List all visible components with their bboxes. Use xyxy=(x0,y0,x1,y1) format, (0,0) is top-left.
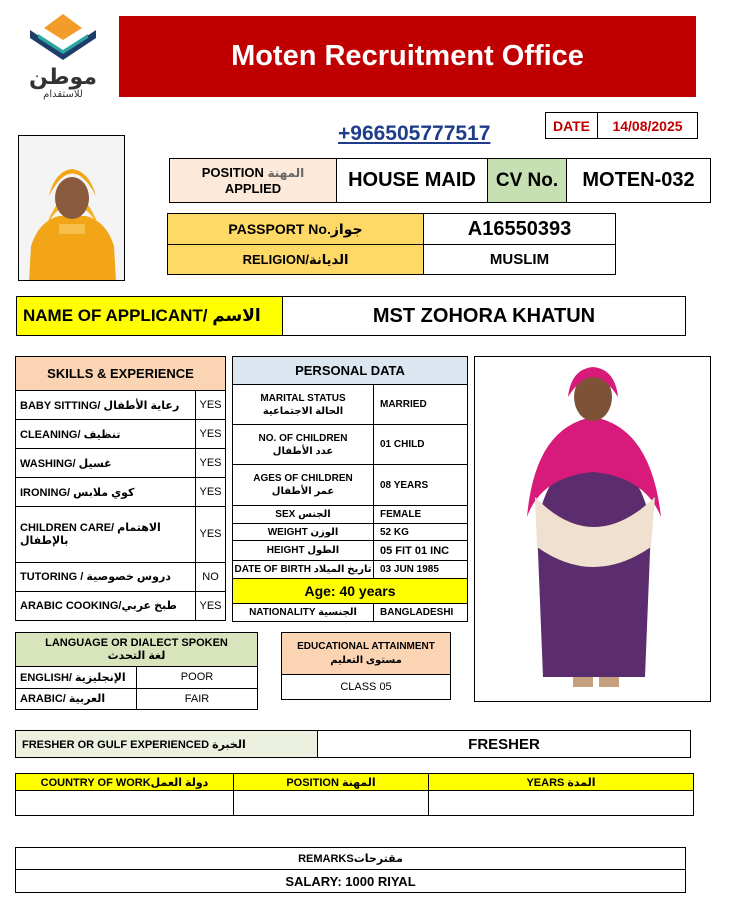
language-value: FAIR xyxy=(137,688,258,710)
applicant-full-body-photo xyxy=(474,356,711,702)
skill-value: YES xyxy=(196,449,226,478)
position-value: HOUSE MAID xyxy=(337,159,488,203)
skill-value: YES xyxy=(196,391,226,420)
date-box xyxy=(545,112,698,139)
children-value: 01 CHILD xyxy=(374,425,468,465)
height-label: HEIGHT الطول xyxy=(233,541,374,560)
sex-label: SEX الجنس xyxy=(233,505,374,523)
cv-value: MOTEN-032 xyxy=(567,159,711,203)
skill-label: TUTORING / دروس خصوصية xyxy=(16,562,196,591)
work-cell xyxy=(16,791,234,816)
language-title: LANGUAGE OR DIALECT SPOKEN لغة التحدث xyxy=(16,633,258,667)
work-cell xyxy=(429,791,694,816)
language-label: ENGLISH/ الإنجليزية xyxy=(16,667,137,689)
experience-label: FRESHER OR GULF EXPERIENCED الخبرة xyxy=(16,731,318,758)
experience-table xyxy=(15,730,691,758)
logo-mark-icon xyxy=(24,12,102,62)
company-logo xyxy=(24,12,102,102)
skill-label: BABY SITTING/ رعاية الأطفال xyxy=(16,391,196,420)
skill-value: YES xyxy=(196,507,226,563)
skill-value: YES xyxy=(196,420,226,449)
dob-value: 03 JUN 1985 xyxy=(374,560,468,578)
religion-label: RELIGION/الديانة xyxy=(168,245,424,275)
religion-value: MUSLIM xyxy=(424,245,616,275)
phone-number[interactable]: +966505777517 xyxy=(338,122,491,145)
skill-row xyxy=(16,507,226,563)
personal-data-table xyxy=(232,356,468,622)
work-col-position: POSITION المهنة xyxy=(234,774,429,791)
skill-row xyxy=(16,449,226,478)
position-label-en2: APPLIED xyxy=(224,180,282,196)
weight-label: WEIGHT الوزن xyxy=(233,523,374,541)
applicant-name-value: MST ZOHORA KHATUN xyxy=(283,297,686,336)
date-label: DATE xyxy=(546,113,598,139)
weight-value: 52 KG xyxy=(374,523,468,541)
skill-value: YES xyxy=(196,478,226,507)
portrait-icon xyxy=(19,136,125,281)
cv-label: CV No. xyxy=(488,159,567,203)
skills-title: SKILLS & EXPERIENCE xyxy=(16,357,226,391)
skill-row xyxy=(16,420,226,449)
height-value: 05 FIT 01 INC xyxy=(374,541,468,560)
nationality-value: BANGLADESHI xyxy=(374,604,468,622)
work-col-years: YEARS المدة xyxy=(429,774,694,791)
ages-value: 08 YEARS xyxy=(374,465,468,505)
experience-value: FRESHER xyxy=(318,731,691,758)
full-body-icon xyxy=(475,357,711,702)
personal-data-title: PERSONAL DATA xyxy=(233,357,468,385)
skill-label: CLEANING/ تنظيف xyxy=(16,420,196,449)
skill-label: WASHING/ غسيل xyxy=(16,449,196,478)
skill-label: CHILDREN CARE/ الاهتمام بالإطفال xyxy=(16,507,196,563)
skill-value: NO xyxy=(196,562,226,591)
skill-row xyxy=(16,562,226,591)
ages-label: AGES OF CHILDREN عمر الأطفال xyxy=(233,465,374,505)
education-value: CLASS 05 xyxy=(282,675,451,700)
position-table xyxy=(169,158,711,203)
education-title: EDUCATIONAL ATTAINMENT مستوى التعليم xyxy=(282,633,451,675)
skill-row xyxy=(16,391,226,420)
education-table xyxy=(281,632,451,700)
dob-label: DATE OF BIRTH تاريخ الميلاد xyxy=(233,560,374,578)
passport-value: A16550393 xyxy=(424,214,616,245)
page-title: Moten Recruitment Office xyxy=(231,40,584,72)
date-value: 14/08/2025 xyxy=(598,113,698,139)
remarks-table xyxy=(15,847,686,893)
applicant-name-table xyxy=(16,296,686,336)
skill-value: YES xyxy=(196,591,226,620)
position-label-en: POSITION xyxy=(201,164,264,180)
language-table xyxy=(15,632,258,710)
position-label-ar: المهنة xyxy=(267,165,305,180)
language-value: POOR xyxy=(137,667,258,689)
position-label xyxy=(170,159,337,203)
children-label: NO. OF CHILDREN عدد الأطفال xyxy=(233,425,374,465)
language-label: ARABIC/ العربية xyxy=(16,688,137,710)
marital-value: MARRIED xyxy=(374,385,468,425)
work-col-country: COUNTRY OF WORKدولة العمل xyxy=(16,774,234,791)
sex-value: FEMALE xyxy=(374,505,468,523)
page-title-banner xyxy=(119,16,696,97)
skill-row xyxy=(16,478,226,507)
applicant-portrait-photo xyxy=(18,135,125,281)
work-cell xyxy=(234,791,429,816)
marital-label: MARITAL STATUS الحالة الاجتماعية xyxy=(233,385,374,425)
skill-row xyxy=(16,591,226,620)
age-value: Age: 40 years xyxy=(233,578,468,603)
skill-label: ARABIC COOKING/طبخ عربي xyxy=(16,591,196,620)
applicant-name-label: NAME OF APPLICANT/ الاسم xyxy=(17,297,283,336)
passport-label: PASSPORT No.جواز xyxy=(168,214,424,245)
work-history-table xyxy=(15,773,694,816)
passport-table xyxy=(167,213,616,275)
logo-arabic-top: موطن xyxy=(29,65,97,90)
skill-label: IRONING/ كوي ملابس xyxy=(16,478,196,507)
nationality-label: NATIONALITY الجنسية xyxy=(233,604,374,622)
skills-table xyxy=(15,356,226,621)
remarks-label: REMARKSمقترحات xyxy=(16,848,686,870)
logo-arabic-bottom: للاستقدام xyxy=(43,89,83,100)
salary-value: SALARY: 1000 RIYAL xyxy=(16,870,686,893)
